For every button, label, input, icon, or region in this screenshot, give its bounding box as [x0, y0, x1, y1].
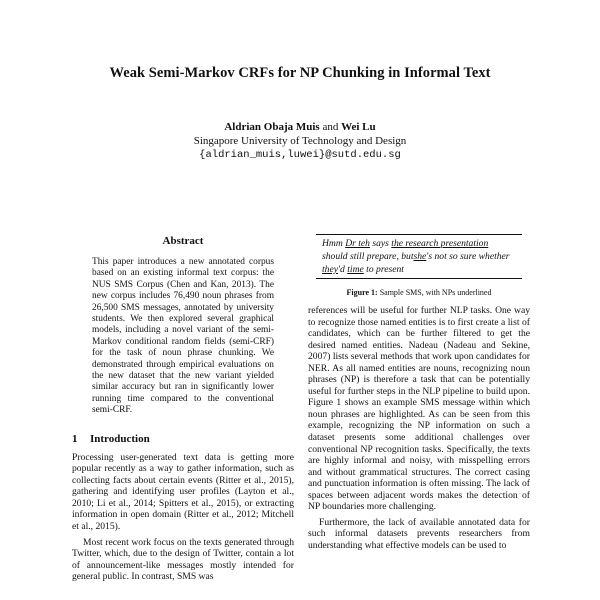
body-paragraph-2: Furthermore, the lack of available annotated data for such informal datasets prevents researchers from understanding what effective models can be used to [308, 516, 530, 551]
sms-noun-phrase: time [347, 264, 364, 275]
affiliation: Singapore University of Technology and Design [193, 135, 407, 147]
section-number: 1 [72, 432, 78, 445]
sms-text: 'd [337, 264, 348, 275]
sms-text: Hmm [322, 238, 346, 249]
figure-caption-label: Figure 1: [346, 288, 378, 297]
sms-text: says [369, 238, 392, 249]
sms-noun-phrase: she [413, 251, 427, 262]
figure-caption [308, 288, 530, 297]
intro-paragraph-2: Most recent work focus on the texts generated through Twitter, which, due to the design of Twitter, contain a lot of announcement-like messages mostly intended for general public. In contrast, SMS was [72, 536, 294, 583]
sms-text: 's not so sure whether [426, 251, 510, 262]
sms-noun-phrase: they [322, 264, 338, 275]
section-title: Introduction [90, 432, 150, 445]
sms-text: should still prepare, but [322, 251, 414, 262]
author-email: {aldrian_muis,luwei}@sutd.edu.sg [199, 149, 401, 161]
author-name-1: Aldrian Obaja Muis [224, 121, 320, 133]
author-line [0, 120, 600, 134]
intro-paragraph-1: Processing user-generated text data is getting more popular recently as a way to gather information, such as collecting facts about certain events (Ritter et al., 2015), gathering and identifying user profiles (Layton et al., 2010; Li et al., 2014; Spitters et al., 2015), or extracting information in open domain (Ritter et al., 2012; Mitchell et al., 2015). [72, 451, 294, 532]
figure-sms-example [316, 234, 522, 279]
sms-noun-phrase: the research presentation [391, 238, 489, 249]
left-column [72, 235, 294, 583]
abstract-heading: Abstract [162, 235, 204, 247]
right-column [308, 230, 530, 551]
abstract-text: This paper introduces a new annotated corpus based on an existing informal text corpus: the NUS SMS Corpus (Chen and Kan, 2013). The new corpus includes 76,490 noun phrases from 26,500 SMS messages, annotated by university students. We then explored several graphical models, including a novel variant of the semi-Markov conditional random fields (semi-CRF) for the task of noun phrase chunking. We demonstrated through empirical evaluations on the new dataset that the new variant yielded similar accuracy but ran in significantly lower running time compared to the conventional semi-CRF. [92, 257, 274, 416]
author-name-2: Wei Lu [341, 121, 376, 133]
author-conjunction: and [322, 121, 339, 133]
body-paragraph-1: references will be useful for further NLP tasks. One way to recognize those named entities is to first create a list of candidates, which can be further filtered to get the desired named entities. Nadeau (Nadeau and Sekine, 2007) lists several methods that work upon candidates for NER. As all named entities are nouns, recognizing noun phrases (NP) is therefore a task that can be potentially useful for further steps in the NLP pipeline to build upon. Figure 1 shows an example SMS message within which noun phrases are highlighted. As can be seen from this example, recognizing the NP information on such a dataset presents some additional challenges over conventional NP recognition tasks. Specifically, the texts are highly informal and noisy, with misspelling errors and without grammatical structures. The correct casing and punctuation information is often missing. The lack of spaces between adjacent words makes the detection of NP boundaries more challenging. [308, 305, 530, 513]
section-heading [72, 433, 294, 445]
paper-title: Weak Semi-Markov CRFs for NP Chunking in Informal Text [109, 65, 491, 81]
sms-noun-phrase: Dr teh [345, 238, 370, 249]
figure-caption-text: Sample SMS, with NPs underlined [379, 288, 492, 297]
sms-text: to present [363, 264, 404, 275]
author-block [0, 120, 600, 162]
